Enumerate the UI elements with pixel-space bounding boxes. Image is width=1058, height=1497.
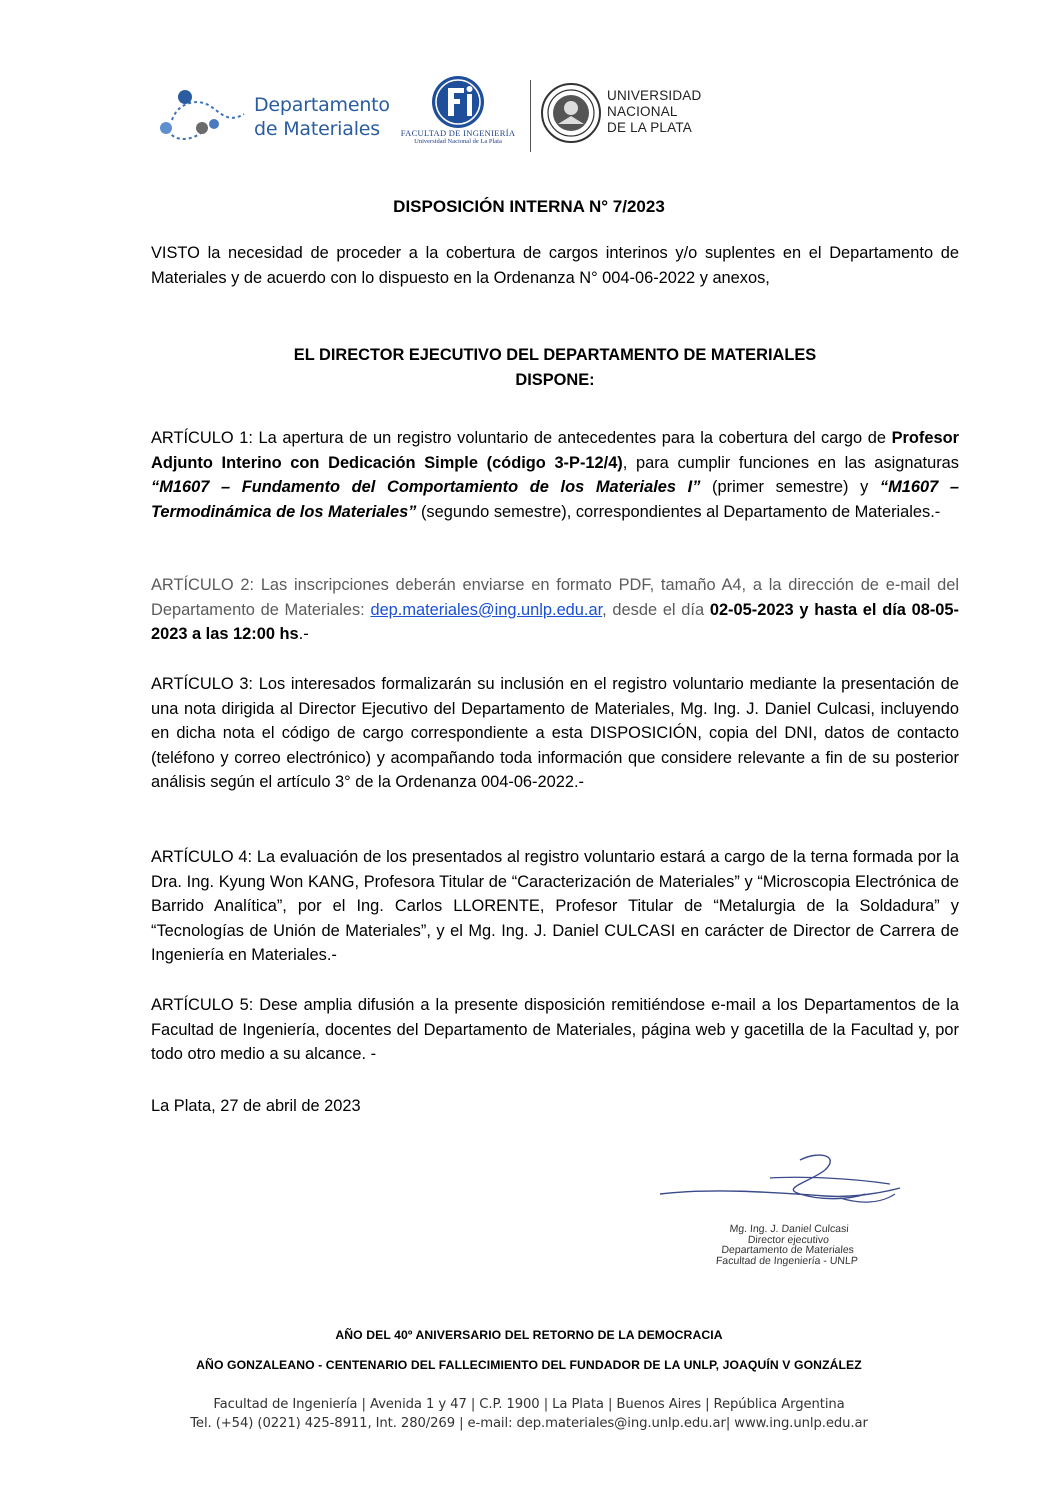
signature-caption xyxy=(707,1224,870,1266)
article-2-text-1: ARTÍCULO 2: Las inscripciones deberán enviarse en formato PDF, tamaño A4, a la dirección de e-mail del Departamento de Materiales: xyxy=(151,576,959,619)
university-name-line2: NACIONAL xyxy=(607,104,678,119)
department-email-link[interactable]: dep.materiales@ing.unlp.edu.ar xyxy=(370,600,603,619)
faculty-logo xyxy=(398,76,518,156)
document-title: DISPOSICIÓN INTERNA N° 7/2023 xyxy=(393,197,665,216)
footer-year-line-1: AÑO DEL 40º ANIVERSARIO DEL RETORNO DE LA DEMOCRACIA xyxy=(335,1328,723,1342)
article-3: ARTÍCULO 3: Los interesados formalizarán su inclusión en el registro voluntario mediante la presentación de una nota dirigida al Director Ejecutivo del Departamento de Materiales, Mg. Ing. J. Daniel Culcasi, incluyendo en dicha nota el código de cargo correspondiente a esta DISPOSICIÓN, copia del DNI, datos de contacto (teléfono y correo electrónico) y acompañando toda información que considere relevante a fin de su posterior análisis según el artículo 3° de la Ordenanza 004-06-2022.- xyxy=(151,675,959,791)
university-name-line1: UNIVERSIDAD xyxy=(607,88,702,103)
header-divider xyxy=(530,80,531,152)
footer-year-line-2: AÑO GONZALEANO - CENTENARIO DEL FALLECIMIENTO DEL FUNDADOR DE LA UNLP, JOAQUÍN V GONZÁLEZ xyxy=(196,1358,862,1372)
article-2-dates: 02-05-2023 y hasta el día 08-05-2023 a las 12:00 hs xyxy=(151,600,959,643)
article-1-text-2: , para cumplir funciones en las asignaturas xyxy=(622,453,959,472)
article-1-subject-2: “M1607 –Termodinámica de los Materiales” xyxy=(151,478,959,521)
university-logo xyxy=(540,78,720,154)
faculty-caption: FACULTAD DE INGENIERÍA xyxy=(400,128,516,138)
university-seal-icon xyxy=(540,78,602,148)
article-2 xyxy=(151,573,959,647)
signature-role: Director ejecutivo xyxy=(747,1233,830,1246)
department-logo-line2: de Materiales xyxy=(254,118,380,140)
signature-block xyxy=(650,1148,910,1268)
article-1-subject-1: “M1607 – Fundamento del Comportamiento de los Materiales I” xyxy=(151,478,701,496)
university-name-line3: DE LA PLATA xyxy=(607,120,692,135)
director-heading xyxy=(151,343,959,393)
signature-department: Departamento de Materiales xyxy=(720,1244,855,1256)
article-2-text-3: .- xyxy=(298,625,309,643)
signature-faculty: Facultad de Ingeniería - UNLP xyxy=(715,1254,859,1267)
director-heading-line1: EL DIRECTOR EJECUTIVO DEL DEPARTAMENTO DE MATERIALES xyxy=(293,346,817,364)
faculty-subcaption: Universidad Nacional de La Plata xyxy=(414,138,502,145)
document-date: La Plata, 27 de abril de 2023 xyxy=(151,1097,361,1115)
faculty-shield-icon xyxy=(398,76,518,128)
visto-paragraph: VISTO la necesidad de proceder a la cobertura de cargos interinos y/o suplentes en el Departamento de Materiales y de acuerdo con lo dispuesto en la Ordenanza N° 004-06-2022 y anexos, xyxy=(151,244,959,287)
footer-address: Facultad de Ingeniería | Avenida 1 y 47 | C.P. 1900 | La Plata | Buenos Aires | República Argentina xyxy=(213,1397,845,1412)
molecule-icon xyxy=(158,84,254,150)
article-1-text-1: ARTÍCULO 1: La apertura de un registro voluntario de antecedentes para la cobertura del cargo de xyxy=(151,429,892,447)
article-5: ARTÍCULO 5: Dese amplia difusión a la presente disposición remitiéndose e-mail a los Departamentos de la Facultad de Ingeniería, docentes del Departamento de Materiales, página web y gacetilla de la Facultad y, por todo otro medio a su alcance. - xyxy=(151,996,959,1063)
department-logo xyxy=(158,84,388,150)
article-2-text-2: , desde el día xyxy=(602,600,710,619)
department-logo-line1: Departamento xyxy=(254,94,390,116)
director-heading-line2: DISPONE: xyxy=(515,371,595,389)
signature-name: Mg. Ing. J. Daniel Culcasi xyxy=(729,1223,850,1235)
article-1-position: Profesor Adjunto Interino con Dedicación Simple (código 3-P-12/4) xyxy=(151,429,959,472)
article-1 xyxy=(151,426,959,524)
article-1-text-4: (segundo semestre), correspondientes al Departamento de Materiales.- xyxy=(416,502,941,521)
handwritten-signature xyxy=(650,1148,910,1228)
article-1-text-3: (primer semestre) y xyxy=(700,478,880,496)
article-4: ARTÍCULO 4: La evaluación de los presentados al registro voluntario estará a cargo de la terna formada por la Dra. Ing. Kyung Won KANG, Profesora Titular de “Caracterización de Materiales” y “Microscopia Electrónica de Barrido Analítica”, por el Ing. Carlos LLORENTE, Profesor Titular de “Metalurgia de la Soldadura” y “Tecnologías de Unión de Materiales”, y el Mg. Ing. J. Daniel CULCASI en carácter de Director de Carrera de Ingeniería en Materiales.- xyxy=(151,848,959,964)
footer-contact: Tel. (+54) (0221) 425-8911, Int. 280/269 | e-mail: dep.materiales@ing.unlp.edu.ar| www.ing.unlp.edu.ar xyxy=(190,1416,868,1431)
